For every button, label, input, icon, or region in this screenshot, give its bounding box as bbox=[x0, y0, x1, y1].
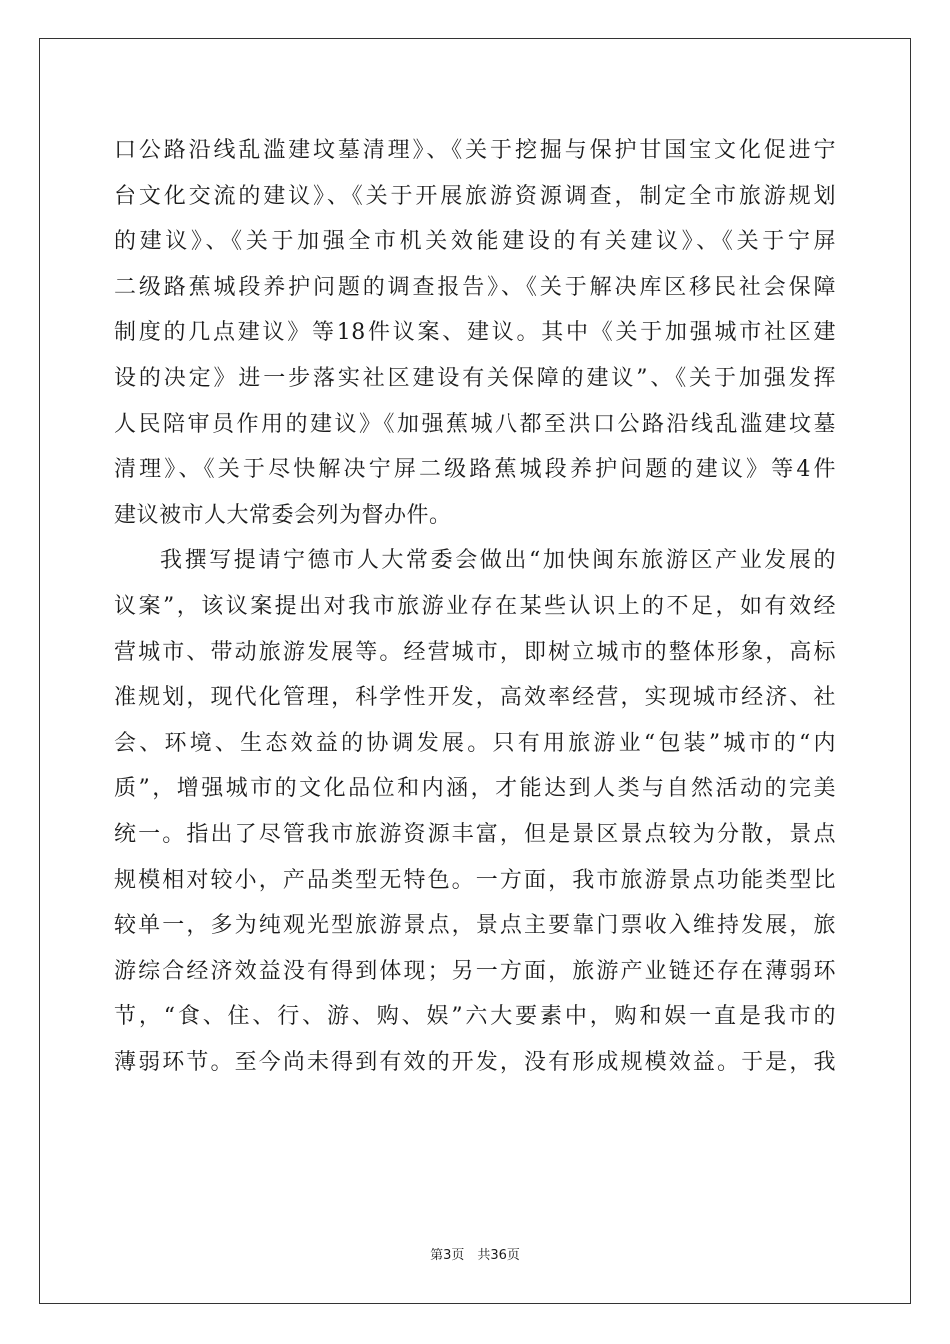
text-line: 准规划，现代化管理，科学性开发，高效率经营，实现城市经济、社 bbox=[114, 685, 836, 711]
text-line: 会、环境、生态效益的协调发展。只有用旅游业“包装”城市的“内 bbox=[114, 730, 836, 756]
text-line: 口公路沿线乱滥建坟墓清理》、《关于挖掘与保护甘国宝文化促进宁 bbox=[114, 138, 836, 163]
paragraph-1 bbox=[114, 128, 836, 538]
text-line: 清理》、《关于尽快解决宁屏二级路蕉城段养护问题的建议》等4件 bbox=[114, 457, 836, 483]
text-line: 营城市、带动旅游发展等。经营城市，即树立城市的整体形象，高标 bbox=[114, 639, 836, 665]
paragraph-2 bbox=[114, 538, 836, 1085]
text-line: 议案”，该议案提出对我市旅游业存在某些认识上的不足，如有效经 bbox=[114, 593, 836, 619]
text-line: 统一。指出了尽管我市旅游资源丰富，但是景区景点较为分散，景点 bbox=[114, 821, 836, 847]
text-line: 建议被市人大常委会列为督办件。 bbox=[114, 502, 452, 528]
text-line: 台文化交流的建议》、《关于开展旅游资源调查，制定全市旅游规划 bbox=[114, 183, 836, 209]
text-line: 我撰写提请宁德市人大常委会做出“加快闽东旅游区产业发展的 bbox=[160, 548, 836, 574]
text-line: 设的决定》进一步落实社区建设有关保障的建议”、《关于加强发挥 bbox=[114, 365, 836, 391]
text-line: 游综合经济效益没有得到体现；另一方面，旅游产业链还存在薄弱环 bbox=[114, 958, 836, 984]
text-line: 较单一，多为纯观光型旅游景点，景点主要靠门票收入维持发展，旅 bbox=[114, 913, 836, 939]
text-line: 制度的几点建议》等18件议案、建议。其中《关于加强城市社区建 bbox=[114, 320, 836, 346]
page-number-footer: 第3页 共36页 bbox=[430, 1248, 520, 1263]
text-line: 节，“食、住、行、游、购、娱”六大要素中，购和娱一直是我市的 bbox=[114, 1004, 836, 1030]
text-line: 的建议》、《关于加强全市机关效能建设的有关建议》、《关于宁屏 bbox=[114, 229, 836, 255]
text-line: 规模相对较小，产品类型无特色。一方面，我市旅游景点功能类型比 bbox=[114, 867, 836, 893]
text-line: 质”，增强城市的文化品位和内涵，才能达到人类与自然活动的完美 bbox=[114, 776, 836, 802]
text-line: 人民陪审员作用的建议》《加强蕉城八都至洪口公路沿线乱滥建坟墓 bbox=[114, 411, 836, 437]
text-line: 二级路蕉城段养护问题的调查报告》、《关于解决库区移民社会保障 bbox=[114, 274, 836, 300]
document-body bbox=[114, 128, 836, 1085]
text-line: 薄弱环节。至今尚未得到有效的开发，没有形成规模效益。于是，我 bbox=[114, 1049, 836, 1075]
